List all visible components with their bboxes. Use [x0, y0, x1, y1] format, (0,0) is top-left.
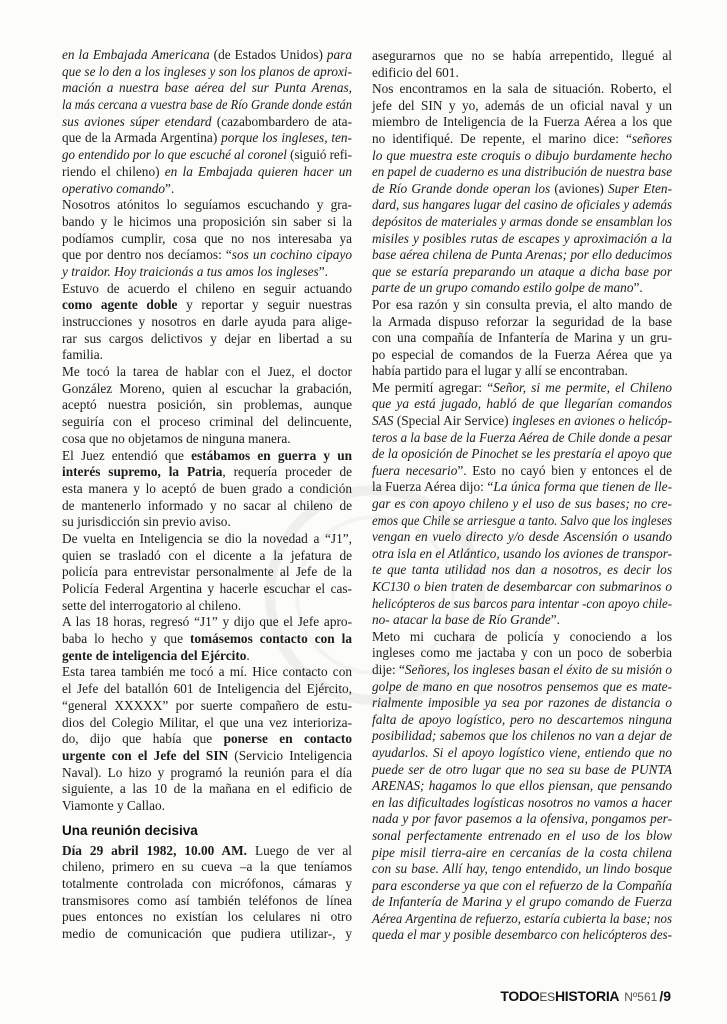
text-line	[372, 280, 672, 297]
text-line	[372, 98, 672, 115]
text-segment: que de la Armada Argentina)	[62, 130, 222, 146]
italic-text: teros a la base de la Fuerza Aérea de Chile donde a pesar	[372, 429, 672, 445]
text-line	[62, 631, 352, 648]
italic-text: posibilidad; sabemos que los chilenos no van a dejar de	[372, 728, 672, 744]
text-line	[62, 247, 352, 264]
footer-brand-todo: TODO	[500, 988, 540, 1004]
italic-text: sos un cochino cipayo	[231, 247, 352, 263]
text-line	[62, 664, 352, 681]
italic-text: de Río Grande donde operan los	[372, 180, 551, 196]
bold-text: estábamos en guerra y un	[191, 447, 352, 463]
paragraph	[372, 81, 672, 297]
text-line	[62, 164, 352, 181]
text-line	[62, 431, 352, 448]
text-line	[62, 781, 352, 798]
text-segment: Nosotros atónitos lo seguíamos escuchando y gra-	[62, 197, 352, 213]
text-segment: medio de comunicación que pudiera utilizar-, y	[62, 926, 352, 942]
text-line	[372, 894, 672, 911]
text-line	[372, 347, 672, 364]
text-segment: y reportar y seguir nuestras	[177, 297, 352, 313]
text-line	[62, 748, 352, 765]
text-segment: bando y le hicimos una proposición sin saber si la	[62, 213, 352, 229]
text-line	[372, 645, 672, 662]
text-line	[62, 859, 352, 876]
paragraph	[62, 47, 352, 197]
text-line	[372, 513, 672, 530]
text-line	[372, 496, 672, 513]
italic-text: dard, sus hangares lugar del casino de oficiales y además	[372, 197, 672, 213]
italic-text: base aérea chilena de Punta Arenas; por ello deducimos	[372, 247, 672, 263]
text-line	[372, 695, 672, 712]
italic-text: go entendido por lo que escuché al coronel	[62, 147, 287, 163]
footer-issue-number: Nº561	[624, 990, 658, 1004]
text-segment: totalmente controlada con micrófonos, cámaras y	[62, 876, 352, 891]
text-segment: ingleses como me jactaba y con un poco de soberbia	[372, 645, 672, 661]
italic-text: que se lo den a los ingleses y son los planos de aproxi-	[62, 63, 352, 79]
text-line	[62, 130, 352, 147]
text-line	[62, 564, 352, 581]
text-segment: baba lo hecho y que	[62, 631, 190, 647]
text-line	[62, 698, 352, 715]
text-line	[62, 64, 352, 81]
text-line	[372, 148, 672, 165]
text-segment: la Armada dispuso reforzar la seguridad de la base	[372, 313, 672, 329]
text-segment: de mantenerlo informado y no sacar al chileno de	[62, 497, 352, 513]
text-line	[372, 479, 672, 496]
text-line	[62, 297, 352, 314]
italic-text: la más cercana a vuestra base de Río Grande donde están	[62, 97, 352, 113]
text-line	[372, 811, 672, 828]
bold-text: Día 29 abril 1982, 10.00 AM.	[62, 842, 248, 858]
italic-text: pipe misil tierra-aire en cercanías de la costa chilena	[372, 844, 672, 860]
text-line	[62, 97, 352, 114]
text-line	[62, 681, 352, 698]
italic-text: golpe de mano en que nosotros pensemos que es mate-	[372, 678, 672, 694]
italic-text: otra isla en el Atlántico, usando los aviones de transpor-	[372, 545, 672, 561]
italic-text: sonal perfectamente entrenado en el uso de los blow	[372, 827, 672, 843]
italic-text: fuera necesario	[372, 462, 458, 478]
italic-text: queda el mar y posible desembarco con helicópteros des-	[372, 927, 672, 943]
paragraph	[62, 531, 352, 614]
text-line	[372, 878, 672, 895]
text-segment: jefe del SIN y yo, además de un oficial naval y un	[372, 97, 672, 113]
text-segment: miembro de Inteligencia de la Fuerza Aérea a los que	[372, 114, 672, 130]
text-line	[62, 397, 352, 414]
text-segment: Luego de ver al	[247, 842, 352, 858]
italic-text: te que tanta utilidad nos dan a nosotros, es decir los	[372, 562, 672, 578]
text-segment: Meto mi cuchara de policía y conociendo a los	[372, 628, 672, 644]
italic-text: puede ser de otro lugar que no sea su base de PUNTA	[372, 761, 672, 777]
text-line	[372, 114, 672, 131]
italic-text: La única forma que tienen de lle-	[493, 479, 672, 495]
text-segment: ”.	[165, 180, 175, 196]
italic-text: parte de un grupo comando estilo golpe de mano	[372, 280, 634, 296]
text-segment: podíamos cumplir, cosa que no nos interesaba ya	[62, 230, 352, 246]
italic-text: que ya está jugado, habló de que llegarían comandos	[372, 396, 672, 412]
text-line	[372, 679, 672, 696]
bold-text: tomásemos contacto con la	[189, 631, 352, 647]
bold-text: ponerse en contacto	[223, 731, 353, 747]
paragraph	[372, 48, 672, 81]
text-line	[372, 529, 672, 546]
text-segment: (Servicio Inteligencia	[228, 747, 352, 763]
text-segment: cosa que no objetamos de ninguna manera.	[62, 430, 291, 446]
text-line	[372, 795, 672, 812]
text-line	[372, 380, 672, 397]
italic-text: en la Embajada Americana	[62, 47, 210, 62]
text-segment: (de Estados Unidos)	[209, 47, 327, 62]
paragraph	[62, 843, 352, 943]
text-segment: sette del interrogatorio al chileno.	[62, 597, 242, 613]
text-segment: pues entonces no existían los celulares ni otro	[62, 909, 352, 925]
text-line	[62, 531, 352, 548]
italic-text: nada y por favor pasemos a la ofensiva, pongamos per-	[372, 811, 672, 827]
text-segment: Estuvo de acuerdo el chileno en seguir actuando	[62, 280, 352, 296]
text-line	[62, 264, 352, 281]
italic-text: rialmente imposible ya sea por razones de distancia o	[372, 695, 672, 711]
text-line	[62, 731, 352, 748]
left-column	[62, 47, 352, 943]
text-segment: Naval). Lo hizo y programó la reunión para el día	[62, 764, 352, 780]
text-line	[62, 214, 352, 231]
text-line	[62, 181, 352, 198]
text-line	[372, 413, 672, 430]
text-line	[372, 712, 672, 729]
text-line	[372, 762, 672, 779]
text-segment: (aviones)	[550, 180, 609, 196]
italic-text: vengan en vuelo directo y/o desde Ascensión o usando	[372, 529, 672, 545]
text-segment: la Fuerza Aérea dijo: “	[372, 479, 494, 495]
text-line	[372, 463, 672, 480]
text-segment: (siguió refi-	[286, 147, 352, 163]
text-segment: do, dijo que había que	[62, 731, 224, 747]
text-segment: esta manera y lo aceptó de buen grado a condición	[62, 480, 352, 496]
text-line	[62, 481, 352, 498]
text-line	[62, 548, 352, 565]
text-line	[62, 414, 352, 431]
text-line	[372, 363, 672, 380]
text-line	[62, 909, 352, 926]
text-line	[372, 927, 672, 944]
text-segment: Me permití agregar: “	[372, 379, 494, 395]
italic-text: falta de apoyo logístico, pero no descartemos ninguna	[372, 711, 672, 727]
text-line	[372, 247, 672, 264]
text-line	[372, 65, 672, 82]
text-line	[62, 114, 352, 131]
text-segment: familia.	[62, 347, 103, 363]
italic-text: Aérea Argentina de refuerzo, estaría cubierta la base; nos	[372, 910, 672, 926]
text-line	[372, 164, 672, 181]
text-line	[62, 715, 352, 732]
italic-text: ayudarlos. Si el apoyo logístico viene, entiendo que no	[372, 744, 672, 760]
italic-text: porque los ingleses, ten-	[221, 130, 352, 146]
text-segment: .	[246, 647, 250, 663]
italic-text: operativo comando	[62, 180, 166, 196]
italic-text: en papel de cuaderno es una distribución de nuestra base	[372, 164, 672, 180]
text-segment: que por dentro nos decíamos: “	[62, 247, 232, 263]
text-line	[372, 231, 672, 248]
text-segment: El Juez entendió que	[62, 447, 192, 463]
text-line	[372, 181, 672, 198]
text-segment: dije: “	[372, 661, 405, 677]
text-segment: chileno, primero en su cueva –a la que teníamos	[62, 859, 352, 875]
text-line	[62, 798, 352, 815]
text-line	[62, 364, 352, 381]
footer-brand-historia: HISTORIA	[554, 988, 620, 1004]
text-segment: ”.	[318, 263, 328, 279]
text-segment: “general XXXXX” por suerte compañero de estu-	[62, 697, 352, 713]
italic-text: misiles y posibles rutas de escapes y aproximación a la	[372, 230, 672, 246]
text-segment: po especial de comandos de la Fuerza Aérea que ya	[372, 346, 672, 362]
text-line	[62, 893, 352, 910]
text-line	[372, 330, 672, 347]
italic-text: señores	[631, 130, 672, 146]
italic-text: de la oposición de Pinochet se les prestaría el apoyo que	[372, 446, 672, 462]
text-line	[62, 765, 352, 782]
italic-text: no- atacar la base de Río Grande	[372, 612, 551, 628]
text-segment: González Moreno, quien al escuchar la grabación,	[62, 380, 352, 396]
text-segment: rar sus cargos delictivos y dejar en libertad a su	[62, 330, 352, 346]
text-segment: había partido para el lugar y allí se encontraban.	[372, 363, 628, 379]
text-line	[372, 596, 672, 613]
text-line	[372, 828, 672, 845]
italic-text: SAS	[372, 413, 394, 429]
italic-text: en las dificultades logísticas nosotros no vamos a hacer	[372, 794, 672, 810]
text-segment: quien se trasladó con el dicente a la jefatura de	[62, 547, 352, 563]
text-line	[372, 728, 672, 745]
text-line	[62, 498, 352, 515]
italic-text: en la Embajada quieren hacer un	[164, 163, 353, 179]
text-line	[372, 911, 672, 928]
text-line	[62, 581, 352, 598]
text-segment: su jurisdicción sin previo aviso.	[62, 514, 231, 530]
italic-text: y traidor. Hoy traicionás a tus amos los ingleses	[62, 263, 319, 279]
text-line	[62, 614, 352, 631]
text-line	[372, 214, 672, 231]
bold-text: urgente con el Jefe del SIN	[62, 747, 229, 763]
italic-text: para esconderse ya que con el refuerzo de la Compañía	[372, 877, 672, 893]
bold-text: como agente doble	[62, 297, 178, 313]
italic-text: que se estaría preparando un ataque a dicha base por	[372, 263, 672, 279]
section-heading: Una reunión decisiva	[62, 822, 198, 838]
text-line	[62, 648, 352, 665]
italic-text: de Infantería de Marina y el grupo comando de Fuerza	[372, 894, 672, 910]
bold-text: gente de inteligencia del Ejército	[62, 647, 247, 663]
text-segment: instrucciones y nosotros en darle ayuda para alige-	[62, 314, 352, 329]
magazine-footer	[500, 988, 671, 1006]
text-segment: (Special Air Service)	[393, 413, 513, 429]
text-segment: ”. Esto no cayó bien y entonces el de	[457, 462, 672, 478]
text-segment: ”.	[633, 280, 643, 296]
italic-text: gar es con apoyo chileno y el uso de sus bases; no cre-	[372, 496, 672, 512]
text-line	[62, 381, 352, 398]
italic-text: Señores, los ingleses basan el éxito de su misión o	[404, 661, 672, 677]
text-segment: riendo el chileno)	[62, 163, 165, 179]
italic-text: ARENAS; hagamos lo que ellos piensan, que pensando	[372, 778, 672, 794]
text-line	[372, 446, 672, 463]
text-line	[372, 562, 672, 579]
text-segment: policía para entrevistar personalmente al Jefe de la	[62, 564, 352, 580]
text-segment: el Jefe del batallón 601 de Inteligencia del Ejército,	[62, 681, 352, 697]
text-line	[372, 579, 672, 596]
text-segment: no identifiqué. De repente, el marino dice: “	[372, 130, 632, 146]
italic-text: KC130 o bien traten de desembarcar con submarinos o	[372, 579, 672, 594]
italic-text: Señor, si me permite, el Chileno	[493, 379, 672, 395]
text-line	[372, 778, 672, 795]
text-segment: Esta tarea también me tocó a mí. Hice contacto con	[62, 664, 352, 680]
text-segment: dios del Colegio Militar, el que una vez interioriza-	[62, 714, 352, 730]
italic-text: mación a nuestra base aérea del sur Punta Arenas,	[62, 80, 352, 96]
text-line	[372, 612, 672, 629]
text-line	[372, 48, 672, 65]
italic-text: para	[326, 47, 352, 62]
italic-text: lo que muestra este croquis o dibujo burdamente hecho	[372, 147, 672, 163]
bold-text: interés supremo, la Patria	[62, 464, 223, 480]
text-segment: seguiría con el proceso criminal del delincuente,	[62, 414, 352, 430]
text-segment: Me tocó la tarea de hablar con el Juez, el doctor	[62, 364, 352, 380]
text-line	[62, 347, 352, 364]
text-segment: A las 18 horas, regresó “J1” y dijo que el Jefe apro-	[62, 614, 352, 630]
paragraph	[372, 629, 672, 944]
text-line	[62, 514, 352, 531]
text-line	[62, 331, 352, 348]
text-line	[372, 845, 672, 862]
text-line	[372, 314, 672, 331]
text-segment: Por esa razón y sin consulta previa, el alto mando de	[372, 296, 672, 312]
footer-page-number: /9	[659, 988, 671, 1004]
text-line	[372, 430, 672, 447]
italic-text: ingleses en aviones o helicóp-	[512, 413, 672, 429]
text-segment: Nos encontramos en la sala de situación. Roberto, el	[372, 81, 672, 97]
italic-text: sus aviones súper etendard	[62, 113, 212, 129]
italic-text: Super Eten-	[608, 180, 673, 196]
text-segment: Policía Federal Argentina y hacerle escuchar el cas-	[62, 581, 352, 596]
text-line	[372, 197, 672, 214]
text-line	[62, 843, 352, 860]
footer-brand-es: ES	[539, 990, 555, 1004]
paragraph	[62, 664, 352, 814]
italic-text: depósitos de materiales y armas donde se ensamblan los	[372, 213, 672, 229]
text-segment: , requería proceder de	[222, 464, 353, 480]
paragraph	[62, 448, 352, 531]
paragraph	[62, 364, 352, 447]
text-line	[372, 131, 672, 148]
text-segment: aceptó nuestra posición, sin problemas, aunque	[62, 397, 352, 413]
text-line	[372, 662, 672, 679]
text-segment: siguiente, a las 10 de la mañana en el edificio de	[62, 781, 352, 797]
text-line	[372, 81, 672, 98]
text-line	[62, 448, 352, 465]
paragraph	[372, 380, 672, 629]
right-column	[372, 48, 672, 944]
italic-text: emos que Chile se arriesgue a tanto. Salvo que los ingleses	[372, 512, 672, 528]
paragraph	[62, 614, 352, 664]
paragraph	[62, 281, 352, 364]
text-line	[62, 80, 352, 97]
italic-text: helicópteros de sus barcos para intentar -con apoyo chile-	[372, 595, 672, 611]
text-segment: edificio del 601.	[372, 64, 459, 80]
text-line	[62, 926, 352, 943]
text-line	[62, 314, 352, 331]
text-line	[62, 876, 352, 893]
text-line	[62, 47, 352, 64]
text-segment: con una compañía de Infantería de Marina y un gru-	[372, 330, 672, 346]
text-line	[372, 264, 672, 281]
text-line	[372, 861, 672, 878]
text-line	[372, 546, 672, 563]
text-line	[62, 281, 352, 298]
text-line	[62, 231, 352, 248]
text-line	[372, 297, 672, 314]
text-segment: (cazabombardero de ata-	[211, 113, 352, 129]
text-line	[62, 197, 352, 214]
text-line	[62, 147, 352, 164]
text-line	[62, 464, 352, 481]
text-segment: De vuelta en Inteligencia se dio la novedad a “J1”,	[62, 530, 352, 546]
text-line	[62, 598, 352, 615]
text-segment: asegurarnos que no se había arrepentido, llegué al	[372, 48, 672, 63]
paragraph	[62, 197, 352, 280]
italic-text: con su base. Allí hay, tengo entendido, un lindo bosque	[372, 861, 672, 877]
text-segment: transmisores como así también teléfonos de línea	[62, 892, 352, 908]
text-line	[372, 396, 672, 413]
text-line	[372, 745, 672, 762]
text-line	[372, 629, 672, 646]
text-segment: Viamonte y Callao.	[62, 797, 165, 813]
paragraph	[372, 297, 672, 380]
text-segment: ”.	[550, 612, 560, 628]
